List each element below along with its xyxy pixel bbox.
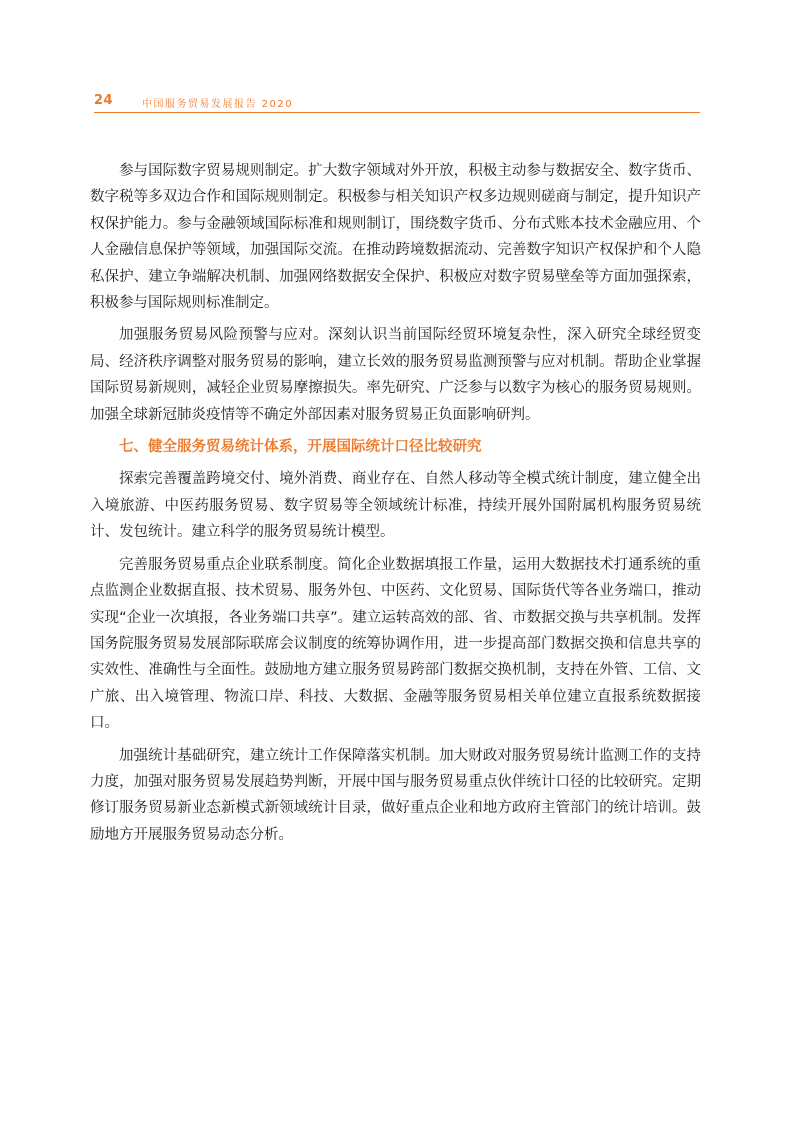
paragraph-digital-trade-rules: 参与国际数字贸易规则制定。扩大数字领域对外开放，积极主动参与数据安全、数字货币、数字税等多双边合作和国际规则制定。积极参与相关知识产权多边规则磋商与制定，提升知识产权保护能力。参与金融领域国际标准和规则制订，围绕数字货币、分布式账本技术金融应用、个人金融信息保护等领域，加强国际交流。在推动跨境数据流动、完善数字知识产权保护和个人隐私保护、建立争端解决机制、加强网络数据安全保护、积极应对数字贸易壁垒等方面加强探索，积极参与国际规则标准制定。 bbox=[90, 163, 701, 312]
page-header bbox=[94, 93, 700, 113]
paragraph-enterprise-contact: 完善服务贸易重点企业联系制度。简化企业数据填报工作量，运用大数据技术打通系统的重点监测企业数据直报、技术贸易、服务外包、中医药、文化贸易、国际货代等各业务端口，推动实现“企业一次填报，各业务端口共享”。建立运转高效的部、省、市数据交换与共享机制。发挥国务院服务贸易发展部际联席会议制度的统筹协调作用，进一步提高部门数据交换和信息共享的实效性、准确性与全面性。鼓励地方建立服务贸易跨部门数据交换机制，支持在外管、工信、文广旅、出入境管理、物流口岸、科技、大数据、金融等服务贸易相关单位建立直报系统数据接口。 bbox=[90, 556, 701, 732]
paragraph-risk-warning: 加强服务贸易风险预警与应对。深刻认识当前国际经贸环境复杂性，深入研究全球经贸变局、经济秩序调整对服务贸易的影响，建立长效的服务贸易监测预警与应对机制。帮助企业掌握国际贸易新规则，减轻企业贸易摩擦损失。率先研究、广泛参与以数字为核心的服务贸易规则。加强全球新冠肺炎疫情等不确定外部因素对服务贸易正负面影响研判。 bbox=[90, 327, 701, 423]
paragraph-statistics-research: 加强统计基础研究，建立统计工作保障落实机制。加大财政对服务贸易统计监测工作的支持力度，加强对服务贸易发展趋势判断，开展中国与服务贸易重点伙伴统计口径的比较研究。定期修订服务贸易新业态新模式新领域统计目录，做好重点企业和地方政府主管部门的统计培训。鼓励地方开展服务贸易动态分析。 bbox=[90, 747, 701, 843]
paragraph-statistics-system: 探索完善覆盖跨境交付、境外消费、商业存在、自然人移动等全模式统计制度，建立健全出入境旅游、中医药服务贸易、数字贸易等全领域统计标准，持续开展外国附属机构服务贸易统计、发包统计。建立科学的服务贸易统计模型。 bbox=[90, 471, 701, 541]
header-divider bbox=[94, 112, 700, 113]
document-body bbox=[90, 158, 701, 848]
report-title: 中国服务贸易发展报告 2020 bbox=[142, 99, 294, 110]
page-number: 24 bbox=[94, 93, 114, 108]
section-heading: 七、健全服务贸易统计体系，开展国际统计口径比较研究 bbox=[119, 439, 482, 456]
